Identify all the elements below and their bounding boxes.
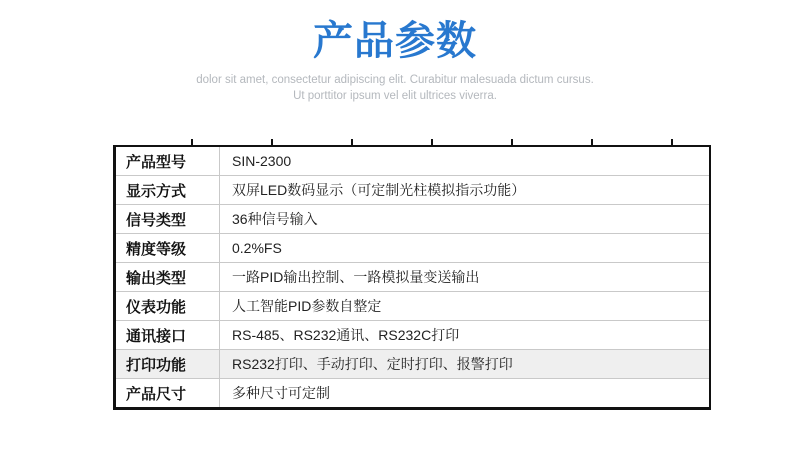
spec-row: [116, 378, 709, 407]
spec-label: 通讯接口: [116, 321, 220, 349]
spec-row: [116, 204, 709, 233]
spec-row: [116, 262, 709, 291]
spec-label: 输出类型: [116, 263, 220, 291]
spec-label: 产品型号: [116, 147, 220, 175]
page-header: [0, 0, 790, 104]
page-title: 产品参数: [313, 19, 477, 63]
spec-row: [116, 349, 709, 378]
spec-value: 多种尺寸可定制: [232, 385, 330, 401]
spec-label: 打印功能: [116, 350, 220, 378]
spec-value: 双屏LED数码显示（可定制光柱模拟指示功能）: [232, 182, 526, 198]
spec-label: 产品尺寸: [116, 379, 220, 407]
spec-value: 人工智能PID参数自整定: [232, 298, 382, 314]
page-subtitle: [0, 72, 790, 104]
spec-row: [116, 147, 709, 175]
spec-label: 仪表功能: [116, 292, 220, 320]
spec-value: 36种信号输入: [232, 211, 318, 227]
spec-row: [116, 320, 709, 349]
spec-value: SIN-2300: [232, 153, 292, 169]
spec-row: [116, 291, 709, 320]
subtitle-line-1: dolor sit amet, consectetur adipiscing elit. Curabitur malesuada dictum cursus.: [196, 74, 594, 86]
spec-value: RS232打印、手动打印、定时打印、报警打印: [232, 356, 513, 372]
spec-value: 0.2%FS: [232, 240, 282, 256]
spec-value: RS-485、RS232通讯、RS232C打印: [232, 327, 460, 343]
spec-label: 显示方式: [116, 176, 220, 204]
subtitle-line-2: Ut porttitor ipsum vel elit ultrices viverra.: [293, 90, 497, 102]
spec-value: 一路PID输出控制、一路模拟量变送输出: [232, 269, 480, 285]
spec-row: [116, 175, 709, 204]
spec-row: [116, 233, 709, 262]
spec-label: 精度等级: [116, 234, 220, 262]
spec-table: [113, 145, 711, 410]
spec-label: 信号类型: [116, 205, 220, 233]
